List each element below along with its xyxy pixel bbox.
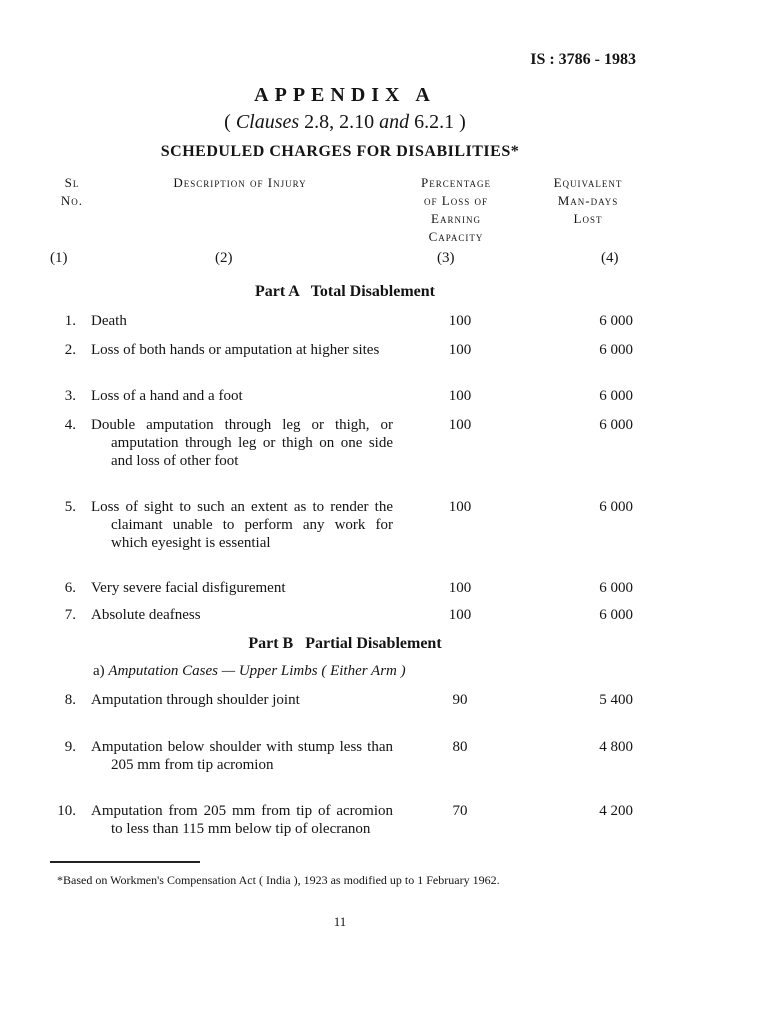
row-number: 4. bbox=[64, 417, 76, 433]
row-man-days: 6 000 bbox=[599, 417, 633, 433]
subsection-title: Amputation Cases — Upper Limbs ( Either Arm ) bbox=[108, 663, 406, 679]
footnote-divider bbox=[50, 861, 200, 863]
clauses-open: ( bbox=[224, 111, 236, 133]
column-header-sl-no: Sl No. bbox=[60, 175, 84, 208]
row-percentage: 100 bbox=[448, 580, 472, 596]
row-percentage: 90 bbox=[452, 692, 468, 708]
row-number: 9. bbox=[64, 739, 76, 755]
clauses-reference bbox=[0, 111, 690, 134]
row-number: 1. bbox=[64, 313, 76, 329]
row-description: Amputation below shoulder with stump less than 205 mm from tip acromion bbox=[91, 739, 393, 773]
row-man-days: 6 000 bbox=[599, 313, 633, 329]
row-number: 3. bbox=[64, 388, 76, 404]
row-percentage: 100 bbox=[448, 607, 472, 623]
clauses-and: and bbox=[379, 111, 410, 133]
row-number: 2. bbox=[64, 342, 76, 358]
row-man-days: 6 000 bbox=[599, 607, 633, 623]
row-man-days: 6 000 bbox=[599, 499, 633, 515]
footnote: *Based on Workmen's Compensation Act ( India ), 1923 as modified up to 1 February 1962. bbox=[57, 873, 500, 887]
schedule-title: SCHEDULED CHARGES FOR DISABILITIES* bbox=[160, 143, 520, 160]
column-number-1: (1) bbox=[50, 250, 68, 266]
row-description: Double amputation through leg or thigh, or amputation through leg or thigh on one side and loss of other foot bbox=[91, 417, 393, 469]
row-man-days: 6 000 bbox=[599, 342, 633, 358]
page-number: 11 bbox=[333, 914, 347, 929]
row-percentage: 100 bbox=[448, 499, 472, 515]
part-b-title: Part B Partial Disablement bbox=[248, 635, 442, 652]
clauses-word: Clauses bbox=[235, 111, 300, 133]
row-description: Loss of both hands or amputation at higher sites bbox=[91, 342, 380, 358]
row-percentage: 100 bbox=[448, 342, 472, 358]
column-header-description: Description of Injury bbox=[173, 175, 307, 190]
column-number-4: (4) bbox=[601, 250, 619, 266]
row-number: 8. bbox=[64, 692, 76, 708]
standard-code: IS : 3786 - 1983 bbox=[530, 51, 636, 68]
row-number: 10. bbox=[57, 803, 76, 819]
subsection-prefix: a) bbox=[93, 663, 109, 679]
row-description: Loss of sight to such an extent as to render the claimant unable to perform any work for which eyesight is essential bbox=[91, 499, 393, 551]
column-number-2: (2) bbox=[215, 250, 233, 266]
column-header-man-days: Equivalent Man-days Lost bbox=[553, 175, 623, 226]
row-percentage: 100 bbox=[448, 417, 472, 433]
column-header-percentage: Percentage of Loss of Earning Capacity bbox=[420, 175, 491, 244]
row-man-days: 4 200 bbox=[599, 803, 633, 819]
row-description: Amputation from 205 mm from tip of acromion to less than 115 mm below tip of olecranon bbox=[91, 803, 393, 837]
row-description: Amputation through shoulder joint bbox=[91, 692, 300, 708]
subsection-heading bbox=[93, 663, 406, 680]
row-percentage: 100 bbox=[448, 313, 472, 329]
row-percentage: 70 bbox=[452, 803, 468, 819]
row-man-days: 6 000 bbox=[599, 580, 633, 596]
row-description: Absolute deafness bbox=[91, 607, 201, 623]
clauses-nums-1: 2.8, 2.10 bbox=[299, 111, 380, 133]
row-description: Very severe facial disfigurement bbox=[91, 580, 286, 596]
row-number: 6. bbox=[64, 580, 76, 596]
row-man-days: 4 800 bbox=[599, 739, 633, 755]
part-a-title: Part A Total Disablement bbox=[254, 283, 435, 300]
row-number: 7. bbox=[64, 607, 76, 623]
row-description: Death bbox=[91, 313, 127, 329]
clauses-nums-2: 6.2.1 ) bbox=[409, 111, 466, 133]
row-percentage: 80 bbox=[452, 739, 468, 755]
row-percentage: 100 bbox=[448, 388, 472, 404]
appendix-title: APPENDIX A bbox=[254, 84, 436, 106]
row-man-days: 6 000 bbox=[599, 388, 633, 404]
row-description: Loss of a hand and a foot bbox=[91, 388, 243, 404]
row-number: 5. bbox=[64, 499, 76, 515]
column-number-3: (3) bbox=[437, 250, 455, 266]
row-man-days: 5 400 bbox=[599, 692, 633, 708]
